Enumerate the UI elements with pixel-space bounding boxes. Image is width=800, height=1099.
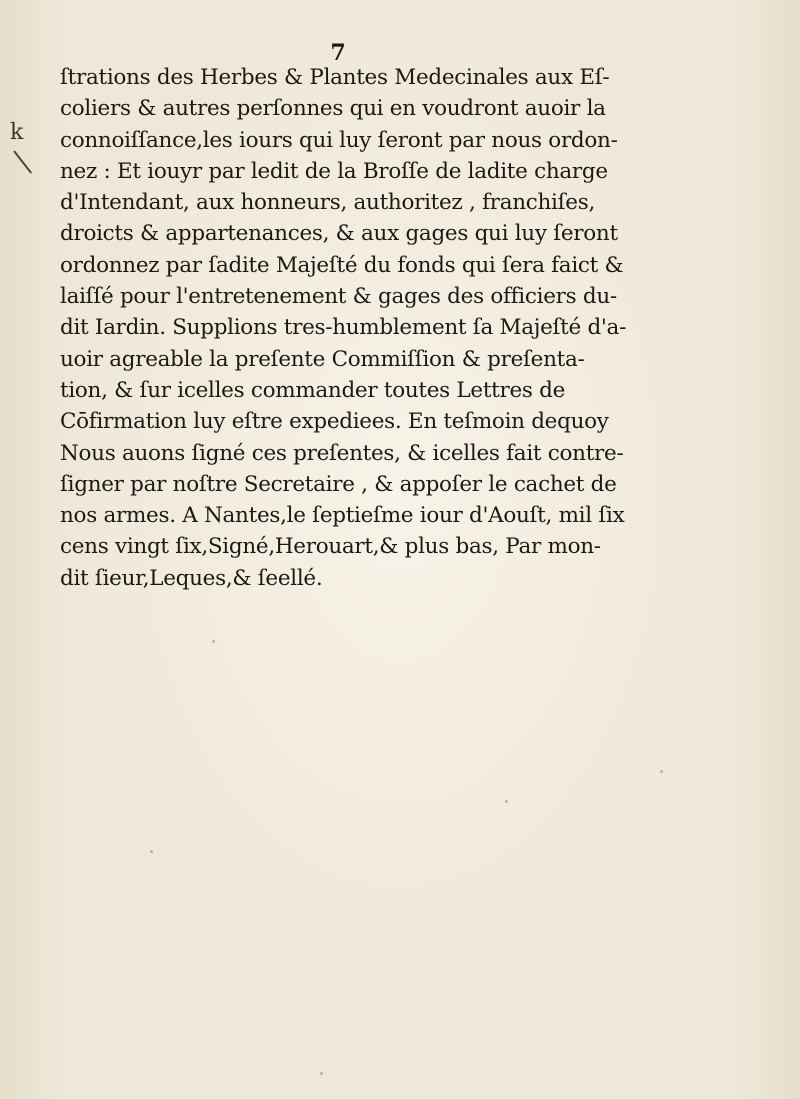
text-line: connoiſſance,les iours qui luy ſeront par nous ordon-	[60, 127, 618, 153]
text-line: tion, & ſur icelles commander toutes Lettres de	[60, 377, 566, 403]
text-line: Nous auons ſigné ces preſentes, & icelles fait contre-	[60, 440, 624, 466]
paper-speck	[150, 850, 153, 853]
text-line: laiſſé pour l'entretenement & gages des officiers du-	[60, 284, 617, 310]
paper-speck	[320, 1072, 323, 1075]
text-line: coliers & autres perſonnes qui en voudront auoir la	[60, 96, 606, 122]
text-line: d'Intendant, aux honneurs, authoritez , franchiſes,	[60, 190, 595, 216]
margin-stroke	[13, 150, 32, 173]
text-line: ordonnez par ſadite Majeſté du fonds qui ſera faict &	[60, 252, 624, 278]
text-line: ſigner par noſtre Secretaire , & appoſer le cachet de	[60, 471, 617, 497]
text-line: cens vingt ſix,Signé,Herouart,& plus bas, Par mon-	[60, 534, 601, 560]
text-line: nez : Et iouyr par ledit de la Broſſe de ladite charge	[60, 158, 608, 184]
text-line: dit Iardin. Supplions tres-humblement ſa Majeſté d'a-	[60, 315, 627, 341]
paper-speck	[505, 800, 508, 803]
paper-speck	[660, 770, 663, 773]
body-text	[60, 62, 760, 594]
text-line: nos armes. A Nantes,le ſeptieſme iour d'Aouſt, mil ſix	[60, 503, 625, 529]
margin-mark: k	[10, 120, 24, 145]
page-number: 7	[330, 40, 346, 66]
text-line: uoir agreable la preſente Commiſſion & preſenta-	[60, 346, 585, 372]
text-line: Cōfirmation luy eſtre expediees. En teſmoin dequoy	[60, 409, 609, 435]
paper-speck	[212, 640, 215, 643]
text-line: droicts & appartenances, & aux gages qui luy ſeront	[60, 221, 618, 247]
text-line: ſtrations des Herbes & Plantes Medecinales aux Eſ-	[60, 65, 610, 90]
text-line: dit ſieur,Leques,& ſeellé.	[60, 565, 323, 591]
